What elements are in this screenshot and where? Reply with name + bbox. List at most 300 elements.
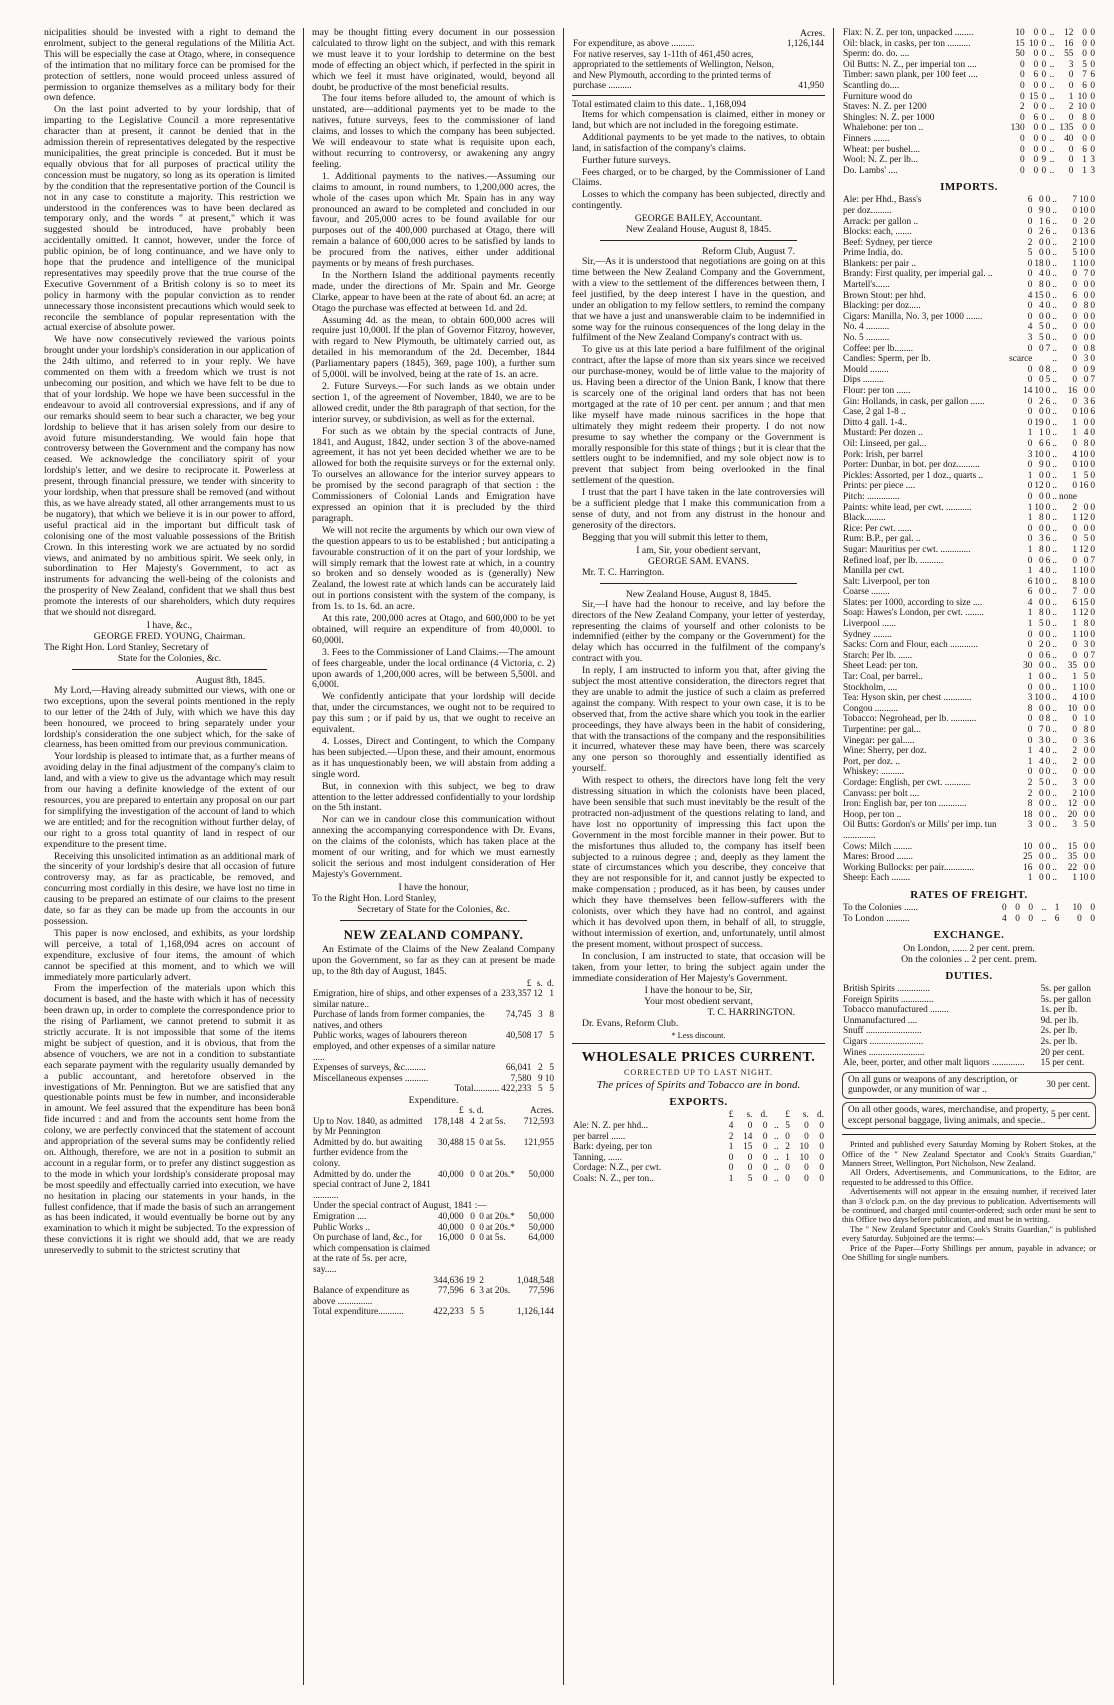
price-cell: 1 xyxy=(1027,608,1033,619)
item-label: Liverpool ...... xyxy=(843,619,896,630)
price-cell: 0 xyxy=(1033,59,1039,70)
price-cell: 12 xyxy=(1079,544,1089,555)
import-row xyxy=(842,704,1096,715)
exports-table-continued xyxy=(842,28,1096,176)
import-row xyxy=(842,375,1096,386)
row-label: Admitted by do. but awaiting further evidence from the colony. xyxy=(313,1137,423,1169)
duty-rate: 5s. per gallon xyxy=(1040,994,1091,1005)
price-cell: 5 xyxy=(1083,470,1089,481)
table-row xyxy=(312,1117,555,1138)
price-cell: 0 xyxy=(1045,407,1051,418)
duty-box xyxy=(842,1102,1096,1129)
price-cell: 0 xyxy=(1090,777,1095,788)
price-cell: 0 xyxy=(762,1142,768,1153)
import-row xyxy=(842,725,1096,736)
import-row xyxy=(842,683,1096,694)
price-cell: 0 xyxy=(728,1163,734,1174)
export-row xyxy=(572,1153,825,1164)
import-row xyxy=(842,534,1096,545)
price-cell: 35 xyxy=(1067,852,1078,863)
price-cell: 0 xyxy=(1090,91,1095,102)
price-cell: 0 xyxy=(1045,195,1051,206)
price-cell: 0 xyxy=(1083,703,1089,714)
price-cell: 0 xyxy=(747,1152,753,1163)
paragraph: 4. Losses, Direct and Contingent, to which the Company has been subjected.—Upon these, and their amount, enormous as it has unquestionably been, we will abstain from adding a single word. xyxy=(312,736,555,780)
grand-total-label: Total expenditure........... xyxy=(313,1307,404,1318)
exchange-colonies: On the colonies .. 2 per cent. prem. xyxy=(901,954,1037,966)
acres: 712,593 xyxy=(523,1116,554,1127)
price-cell: 0 xyxy=(1090,873,1095,884)
price-cell: 0 xyxy=(1041,165,1047,176)
price-cell: .. xyxy=(1052,873,1057,884)
price-cell: 0 xyxy=(1072,343,1078,354)
price-cell: .. xyxy=(1049,144,1055,155)
import-row xyxy=(842,661,1096,672)
item-label: Working Bullocks: per pair............. xyxy=(843,862,974,873)
price-cell: .. xyxy=(1049,28,1055,38)
letter-date: August 8th, 1845. xyxy=(195,674,265,686)
price-cell: 10 xyxy=(1079,629,1089,640)
pence: 0 xyxy=(479,1137,484,1148)
paragraph: We will not recite the arguments by which our own view of the question appears to us to be established ; but anticipating a favourable construction of it on the part of your lordship, we will simply remark that the lowest rate at which, in a country so broken and so densely wooded as is (generally) New Zealand, the lowest rate at which lands can be accurately laid out in portions consistent with the system of the company, is from 1s. to 1s. 6d. an acre. xyxy=(312,524,555,613)
freight-heading: RATES OF FREIGHT. xyxy=(910,888,1028,901)
price-cell: 0 xyxy=(1072,481,1078,492)
price-cell: 1 xyxy=(1027,756,1033,767)
price-cell: 19 xyxy=(1034,417,1044,428)
price-cell: 6 xyxy=(1045,555,1051,566)
price-cell: 0 xyxy=(1090,322,1095,333)
claim-row xyxy=(572,39,825,50)
price-cell: 10 xyxy=(1067,703,1078,714)
price-cell: 1 xyxy=(1027,873,1033,884)
expenditure-table xyxy=(312,1106,555,1318)
duty-rate: 2s. per lb. xyxy=(1040,1037,1078,1048)
paragraph: We confidently anticipate that your lordship will decide that, under the circumstances, we ought not to be required to pay this sum ; or if paid by us, that we ought to receive an equivalent. xyxy=(312,691,555,736)
price-cell: 0 xyxy=(1027,491,1033,502)
price-cell: 10 xyxy=(1072,902,1082,913)
price-cell: 0 xyxy=(1027,269,1033,280)
price-cell: 10 xyxy=(1079,788,1089,799)
rate: at 20s.* xyxy=(485,1211,515,1222)
price-cell: 0 xyxy=(1068,144,1074,155)
balance-pounds: 77,596 xyxy=(438,1286,464,1297)
footnote: * Less discount. xyxy=(671,1031,726,1041)
price-cell: 10 xyxy=(1034,576,1044,587)
expenditure-rows xyxy=(312,1117,555,1202)
price-cell: 0 xyxy=(1082,28,1087,38)
price-cell: 0 xyxy=(1083,746,1089,757)
price-cell: 0 xyxy=(1027,735,1033,746)
item-label: Rice: Per cwt. ...... xyxy=(843,523,912,534)
price-cell: 3 xyxy=(1083,354,1089,365)
paragraph: Losses to which the company has been subjected, directly and contingently. xyxy=(572,189,825,212)
price-cell: 7 xyxy=(1039,725,1044,735)
column-header: s. xyxy=(468,1106,475,1117)
duty-rate: 5 per cent. xyxy=(1051,1110,1090,1121)
item-label: per barrel ...... xyxy=(573,1131,626,1142)
price-cell: 4 xyxy=(1039,301,1044,312)
price-cell: .. xyxy=(1052,576,1057,587)
price-cell: 7 xyxy=(1090,555,1095,566)
exchange-london: On London, ...... 2 per cent. prem. xyxy=(903,943,1035,955)
shillings: 17 xyxy=(533,1031,543,1042)
import-row xyxy=(842,778,1096,789)
duty-rate: 15 per cent. xyxy=(1040,1058,1085,1069)
item-label: Mares: Brood ....... xyxy=(843,852,913,863)
price-cell: 6 xyxy=(1027,576,1033,587)
balance-rate: at 20s. xyxy=(485,1286,511,1297)
balance-shillings: 6 xyxy=(470,1286,475,1297)
price-cell: 0 xyxy=(1090,144,1095,155)
price-cell: 6 xyxy=(1090,407,1095,418)
price-cell: 0 xyxy=(1027,311,1033,322)
price-cell: 0 xyxy=(1077,913,1082,924)
price-cell: 0 xyxy=(1045,449,1051,460)
import-row xyxy=(842,799,1096,810)
price-cell: 0 xyxy=(1090,481,1095,492)
price-cell: .. xyxy=(1052,502,1057,513)
price-cell: 6 xyxy=(1090,396,1095,407)
price-cell: 0 xyxy=(1027,460,1033,471)
item-label: Case, 2 gal 1-8 .. xyxy=(843,407,906,418)
price-cell: 0 xyxy=(1045,788,1051,799)
item-label: Sheet Lead: per ton. xyxy=(843,661,918,672)
price-cell: .. xyxy=(774,1121,779,1131)
price-cell: 10 xyxy=(1079,258,1089,269)
closing: I have, &c., xyxy=(146,619,193,631)
estimate-rows xyxy=(312,989,555,1084)
price-cell: 0 xyxy=(1072,407,1078,418)
price-cell: .. xyxy=(1052,375,1057,386)
price-cell: 0 xyxy=(1027,650,1033,661)
price-cell: 0 xyxy=(1068,165,1074,176)
price-cell: 6 xyxy=(1039,438,1044,449)
price-cell: 0 xyxy=(1039,523,1044,534)
paragraph: For such as we obtain by the special contracts of June, 1841, and August, 1842, under section 3 of the above-named agreement, it has not yet been decided whether we are to be allowed for both the requisite surveys or for the external only. To ourselves an allowance for the interior survey appears to be promised by the second paragraph of that section : the Commissioners of Colonial Lands and Emigration have expressed an opinion that it is precluded by the third paragraph. xyxy=(312,425,555,524)
price-cell: .. xyxy=(1049,133,1055,144)
price-cell: 0 xyxy=(1090,311,1095,322)
price-cell: 1 xyxy=(1027,566,1033,577)
price-cell: 0 xyxy=(1083,650,1089,661)
price-cell: 0 xyxy=(1090,216,1095,227)
price-cell: 1 xyxy=(1054,902,1060,913)
price-cell: 0 xyxy=(1039,809,1044,820)
price-cell: 6 xyxy=(1045,227,1051,238)
export-row xyxy=(572,1174,825,1185)
price-cell: 0 xyxy=(819,1121,824,1131)
price-cell: .. xyxy=(1052,841,1057,852)
price-cell: 0 xyxy=(1072,375,1078,386)
price-cell: 0 xyxy=(1083,502,1089,513)
price-cell: 0 xyxy=(1072,555,1078,566)
price-cell: .. xyxy=(1052,322,1057,333)
price-cell: .. xyxy=(1049,91,1055,102)
price-cell: 4 xyxy=(1039,269,1044,280)
price-cell: 0 xyxy=(1083,862,1089,873)
price-cell: 0 xyxy=(1068,80,1074,91)
item-label: Oil: black, in casks, per ton .......... xyxy=(843,38,971,49)
addressee: To the Right Hon. Lord Stanley, xyxy=(312,892,437,904)
price-cell: 7 xyxy=(1045,343,1051,354)
price-cell: 0 xyxy=(1072,269,1078,280)
price-cell: 0 xyxy=(1033,102,1039,113)
column-header: s. xyxy=(802,1110,809,1121)
import-row xyxy=(842,810,1096,821)
price-cell: 5 xyxy=(1072,248,1078,259)
item-label: No. 5 .......... xyxy=(843,333,890,344)
import-row xyxy=(842,259,1096,270)
freight-row xyxy=(842,903,1096,914)
price-cell: 1 xyxy=(1072,513,1078,524)
price-cell: 7 xyxy=(1090,375,1095,386)
pounds: 7,580 xyxy=(510,1073,532,1084)
price-cell: .. xyxy=(1049,38,1055,49)
price-cell: .. xyxy=(1052,311,1057,322)
import-row xyxy=(842,407,1096,418)
price-cell: 0 xyxy=(1027,682,1033,693)
price-cell: 0 xyxy=(1045,502,1051,513)
import-row xyxy=(842,545,1096,556)
price-cell: .. xyxy=(1052,640,1057,651)
price-cell: 0 xyxy=(1072,650,1078,661)
item-label: Sperm: do. do. .... xyxy=(843,49,910,60)
price-cell: 0 xyxy=(1090,862,1095,873)
price-cell: 0 xyxy=(1033,165,1039,176)
price-cell: 30 xyxy=(1023,661,1033,672)
price-cell: 5 xyxy=(1027,248,1033,259)
table-row xyxy=(312,1010,555,1031)
item-label: Whiskey: .......... xyxy=(843,767,905,778)
pounds: 16,000 xyxy=(438,1233,464,1244)
price-cell: 10 xyxy=(1034,449,1044,460)
column-header: d. xyxy=(547,978,554,989)
table-header xyxy=(312,979,555,990)
price-cell: 0 xyxy=(1019,91,1025,102)
item-label: Cows: Milch ........ xyxy=(843,841,913,852)
price-cell: 0 xyxy=(1045,470,1051,481)
price-cell: 0 xyxy=(1083,523,1089,534)
price-cell: 0 xyxy=(1033,49,1039,60)
import-row xyxy=(842,513,1096,524)
price-cell: 0 xyxy=(804,1121,809,1131)
price-cell: .. xyxy=(1052,301,1057,312)
price-cell: 0 xyxy=(1068,112,1074,123)
item-label: Prime India, do. xyxy=(843,248,903,259)
row-label: Purchase of lands from former companies, the natives, and others xyxy=(313,1010,485,1031)
price-cell: .. xyxy=(1052,650,1057,661)
addressee: Dr. Evans, Reform Club. xyxy=(582,1018,679,1030)
price-cell xyxy=(1033,354,1044,365)
price-cell: 0 xyxy=(1090,280,1095,291)
duty-row xyxy=(842,1016,1096,1027)
price-cell: 4 xyxy=(1002,913,1007,924)
price-cell: 135 xyxy=(1059,123,1074,134)
divider xyxy=(600,583,797,584)
price-cell: 0 xyxy=(1090,693,1095,704)
import-row xyxy=(842,481,1096,492)
price-cell: .. xyxy=(774,1173,779,1184)
export-row xyxy=(842,134,1096,145)
pence: 0 xyxy=(479,1169,484,1180)
price-cell: 6 xyxy=(1033,112,1039,123)
item-label: per doz......... xyxy=(843,205,892,216)
price-cell: 0 xyxy=(1045,258,1051,269)
price-cell: 5 xyxy=(747,1173,753,1184)
table-row xyxy=(312,1031,555,1063)
letter-date: New Zealand House, August 8, 1845. xyxy=(625,588,772,600)
price-cell: 0 xyxy=(1083,364,1089,375)
acres: 121,955 xyxy=(523,1137,554,1148)
price-cell: 4 xyxy=(1072,693,1078,704)
price-cell: 2 xyxy=(1068,102,1074,113)
import-row xyxy=(842,820,1096,841)
import-row xyxy=(842,206,1096,217)
price-cell: 0 xyxy=(1027,534,1033,545)
price-cell: 3 xyxy=(1027,449,1033,460)
price-cell: 0 xyxy=(1090,725,1095,735)
grand-total-shillings: 5 xyxy=(470,1307,475,1318)
paragraph: Assuming 4d. as the mean, to obtain 600,000 acres will require just 10,000l. If the plan of Governor Fitzroy, however, with regard to New Plymouth, be ultimately carried out, as detailed in his memorandum of the 2d. December, 1844 (Parliamentary papers (1845), 369, page 100), a further sum of 5,000l. will be involved, being at the rate of 1s. an acre. xyxy=(312,314,555,381)
imprint: Advertisements will not appear in the ensuing number, if received later than 3 o'clock p.m. on the day previous to publication. Advertisements will be continued, and charged until counter-ordered; such order must be sent to this Office two days before publication, and must be in writing. xyxy=(842,1187,1096,1225)
price-cell: 0 xyxy=(1041,80,1047,91)
price-cell: 5 xyxy=(1083,534,1089,545)
price-cell: 3 xyxy=(1072,777,1078,788)
price-cell: 3 xyxy=(1068,59,1074,70)
price-cell: 0 xyxy=(1039,587,1044,598)
price-cell: .. xyxy=(1052,481,1057,492)
import-row xyxy=(842,789,1096,800)
acres: 50,000 xyxy=(528,1169,554,1180)
paragraph: To give us at this late period a bare fulfilment of the original contract, after the lapse of more than six years since we received our purchase-money, would be of little value to the majority of us. Having been a director of the Union Bank, I know that there is scarcely one of the original land orders that has not been mortgaged at the rate of 10 per cent. per annum ; and that men like myself have made ruinous sacrifices in the hope that ultimately they might redeem their property. I do not now presume to say whether the company or the Government is morally responsible for this state of things ; but it is clear that the settlers ought to be indemnified, and my sole object now is to prevent that subject from being overlooked in the final settlement of the question. xyxy=(572,344,825,487)
price-cell: scarce xyxy=(1009,354,1033,365)
price-cell: .. xyxy=(1052,491,1057,502)
price-cell: 0 xyxy=(1090,619,1095,630)
item-label: Blankets: per pair .. xyxy=(843,258,917,269)
price-cell xyxy=(1045,354,1052,365)
import-row xyxy=(842,333,1096,344)
price-cell: 0 xyxy=(1083,767,1089,778)
price-cell: 2 xyxy=(1072,237,1078,248)
imprint: All Orders, Advertisements, and Communications, to the Editor, are requested to be addressed to this Office. xyxy=(842,1168,1096,1187)
price-cell: 35 xyxy=(1067,661,1078,672)
item-label: Ale: per Hhd., Bass's xyxy=(843,195,922,206)
price-cell: 1 xyxy=(1039,216,1044,227)
price-cell: 0 xyxy=(1090,544,1095,555)
freight-row xyxy=(842,914,1096,925)
price-cell: 8 xyxy=(1045,714,1051,725)
price-cell: 0 xyxy=(1039,820,1044,831)
price-cell: 0 xyxy=(1090,703,1095,714)
import-row xyxy=(842,301,1096,312)
price-cell: 0 xyxy=(1039,491,1044,502)
price-cell: .. xyxy=(1052,820,1057,831)
price-cell: 0 xyxy=(1083,311,1089,322)
price-cell: 7 xyxy=(1090,650,1095,661)
shillings: 0 xyxy=(470,1169,475,1180)
price-cell: .. xyxy=(1052,862,1057,873)
column-header: d. xyxy=(760,1110,768,1121)
subtotal-pence: 2 xyxy=(479,1275,484,1286)
export-row xyxy=(842,113,1096,124)
export-row xyxy=(572,1132,825,1143)
price-cell: .. xyxy=(1049,59,1055,70)
price-cell: 0 xyxy=(1045,756,1051,767)
price-cell: 22 xyxy=(1067,862,1078,873)
divider xyxy=(340,920,527,921)
paragraph: On the last point adverted to by your lordship, that of imparting to the Legislative Council a more representative character than at present, it cannot be denied that in the admission therein of representatives delegated by the respective municipalities, the great principle is conceded. But it must be equally obvious that for all purposes of practical utility the concession must be nugatory, so long as its operation is limited by the condition that the representative portion of the Council is not in any case to constitute a majority. This restriction we understood in the conferences was to have been declared as temporary only, and the words " at present," which it was suggested should be introduced, have probably been accidentally omitted. It cannot, however, under the force of public opinion, be of long continuance, and we have only to hope that the prudence and intelligence of the municipal representatives may speedily prove that the true course of the Executive Government of a British colony is so to meet its policy in harmony with the popular conviction as to render unnecessary those inconsistent precautions which would seek to reconcile the semblance of popular representation with the actual exercise of absolute power. xyxy=(44,104,295,334)
price-cell: 0 xyxy=(1039,237,1044,248)
price-cell: 0 xyxy=(1083,555,1089,566)
price-cell: 5 xyxy=(1039,333,1044,344)
price-cell: 1 xyxy=(1082,155,1087,166)
item-label: Tobacco: Negrohead, per lb. ........... xyxy=(843,714,977,725)
divider xyxy=(572,95,825,96)
price-cell: 0 xyxy=(1045,301,1051,312)
price-cell: 0 xyxy=(1045,746,1051,757)
paragraph: In conclusion, I am instructed to state, that occasion will be taken, from your letter, to bring the subject again under the immediate consideration of Her Majesty's Government. xyxy=(572,950,825,984)
pence: 0 xyxy=(479,1233,484,1244)
item-label: Coffee: per lb........ xyxy=(843,343,914,354)
paragraph: The four items before alluded to, the amount of which is unstated, are—additional payments yet to be made to the natives, future surveys, fees to the commissioner of land claims, and losses to which the company has been subjected. We will endeavour to state what is requisite upon each, without recurring to controversy, or awakening any angry feeling. xyxy=(312,93,555,170)
row-label: Public works, wages of labourers thereon employed, and other expenses of a similar nature ..... xyxy=(313,1031,496,1063)
import-row xyxy=(842,227,1096,238)
item-label: Ale: N. Z. per hhd... xyxy=(573,1121,649,1131)
price-cell: 3 xyxy=(1083,396,1089,407)
subsection-label: Under the special contract of August, 1841 :— xyxy=(313,1201,487,1212)
paragraph: In the Northern Island the additional payments recently made, under the directions of Mr. Spain and Mr. George Clarke, appear to have been at the rate of about 6d. an acre; at Otago the purchase was effected at between 1d. and 2d. xyxy=(312,269,555,314)
price-cell: 0 xyxy=(1045,735,1051,746)
item-label: Beef: Sydney, per tierce xyxy=(843,237,933,248)
price-cell: 0 xyxy=(1083,661,1089,672)
shillings: 4 xyxy=(470,1116,475,1127)
price-cell: .. xyxy=(774,1163,779,1174)
price-cell: 0 xyxy=(1090,587,1095,598)
price-cell: 8 xyxy=(1045,364,1051,375)
price-cell: 0 xyxy=(1027,640,1033,651)
price-cell: 1 xyxy=(1083,714,1089,725)
price-cell: 0 xyxy=(1019,80,1025,91)
price-cell: 0 xyxy=(1083,777,1089,788)
price-cell: .. xyxy=(1052,417,1057,428)
import-row xyxy=(842,619,1096,630)
item-label: Pork: Irish, per barrel xyxy=(843,449,924,460)
column-header: d. xyxy=(817,1110,824,1121)
price-cell: 6 xyxy=(1027,587,1033,598)
price-cell: 0 xyxy=(1068,155,1074,166)
item-label: Staves: N. Z. per 1200 xyxy=(843,102,927,113)
item-label: Starch: Per lb. ...... xyxy=(843,650,913,661)
prices-note: The prices of Spirits and Tobacco are in bond. xyxy=(596,1079,801,1092)
price-cell: 0 xyxy=(1090,195,1095,206)
item-label: Shingles: N. Z. per 1000 xyxy=(843,112,935,123)
acres: 50,000 xyxy=(528,1211,554,1222)
price-cell: 1 xyxy=(1072,619,1078,630)
price-cell: 1 xyxy=(1027,619,1033,630)
price-cell: .. xyxy=(1052,672,1057,683)
price-cell: 0 xyxy=(1090,629,1095,640)
pounds: 74,745 xyxy=(505,1010,532,1021)
price-cell: 10 xyxy=(1034,502,1044,513)
price-cell: 0 xyxy=(1045,523,1051,534)
price-cell: 0 xyxy=(1027,364,1033,375)
closing: I have the honour, xyxy=(398,881,469,893)
pounds: 40,000 xyxy=(438,1222,464,1233)
item-label: Cordage: English, per cwt. ........... xyxy=(843,777,971,788)
price-cell: 0 xyxy=(1072,714,1078,725)
price-cell: 0 xyxy=(1039,375,1044,386)
import-row xyxy=(842,672,1096,683)
price-cell: 0 xyxy=(1039,852,1044,863)
